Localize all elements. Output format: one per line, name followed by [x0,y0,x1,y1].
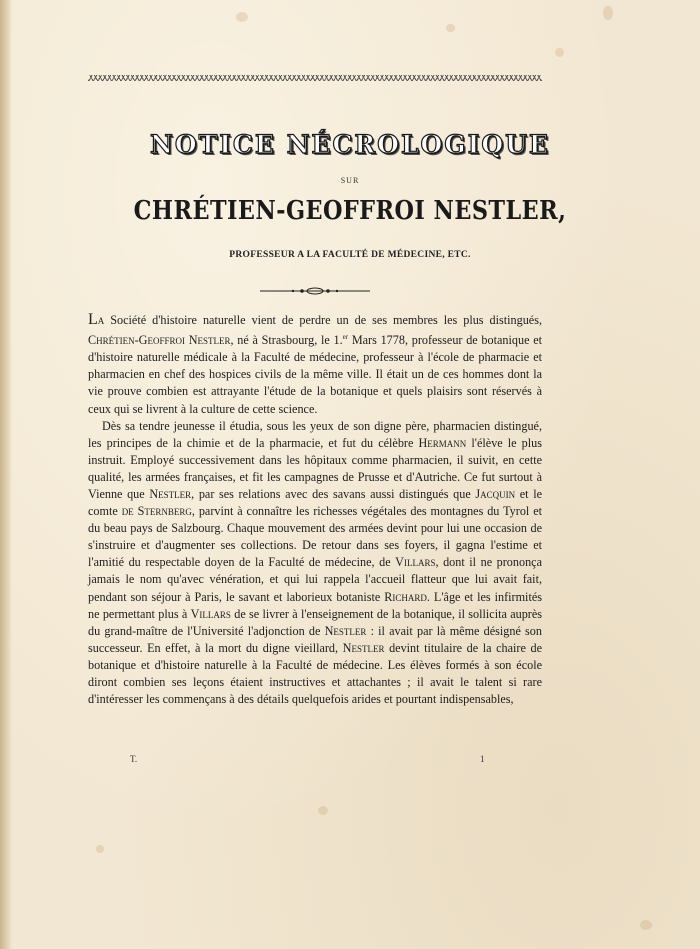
paragraph-2: Dès sa tendre jeunesse il étudia, sous les yeux de son digne père, pharmacien distingué, les principes de la chimie et de la pharmacie, et fut du célèbre Hermann l'élève le plus instruit. Employé successivement dans les hôpitaux comme pharmacien, il suivit, en cette qualité, les armées françaises, et fit les campagnes de Prusse et d'Autriche. Ce fut surtout à Vienne que Nestler, par ses relations avec des savans aussi distingués que Jacquin et le comte de Sternberg, parvint à connaître les richesses végétales des montagnes du Tyrol et du beau pays de Salzbourg. Chaque mouvement des armées devint pour lui une occasion de s'instruire et d'augmenter ses collections. De retour dans ses foyers, il gagna l'estime et l'amitié du respectable doyen de la Faculté de médecine, de Villars, dont il ne prononça jamais le nom qu'avec vénération, et qui lui rappela l'accueil flatteur que lui avait fait, pendant son séjour à Paris, le savant et laborieux botaniste Richard. L'âge et les infirmités ne permettant plus à Villars de se livrer à l'enseignement de la botanique, il sollicita auprès du grand-maître de l'Université l'adjonction de Nestler : il avait par là même désigné son successeur. En effet, à la mort du digne vieillard, Nestler devint titulaire de la chaire de botanique et d'histoire naturelle à la Faculté de médecine. Les élèves formés à son école diront combien ses leçons étaient instructives et attachantes ; il avait le talent si rare d'intéresser les commençans à des détails quelquefois arides et pourtant indispensables, [88,418,543,707]
person-name: de Sternberg [121,504,192,519]
body-text [88,312,542,708]
paper-stain [446,24,455,32]
person-name: Villars [190,606,231,621]
top-ornamental-rule [88,75,542,81]
person-name: Richard [384,589,427,604]
ornamental-divider-icon [258,286,372,296]
paragraph-1: La Société d'histoire naturelle vient de perdre un de ses membres les plus distingués, Chrétien-Geoffroi Nestler, né à Strasbourg, le 1.$^{er}$ Mars 1778, professeur de botanique et d'histoire naturelle médicale à la Faculté de médecine, professeur à l'école de pharmacie et pharmacien en chef des hospices civils de la même ville. Il était un de ces hommes dont la vie prouve combien est attrayante l'étude de la botanique et quels plaisirs sont réservés à ceux qui se livrent à la culture de cette science. [88,311,542,416]
person-name: Nestler [342,640,385,655]
subject-subtitle: PROFESSEUR A LA FACULTÉ DE MÉDECINE, ETC. [229,250,471,260]
paper-stain [555,48,564,57]
title-connector: SUR [340,176,360,185]
printer-signature-mark: T. [130,754,138,764]
paper-stain [603,6,613,20]
person-name: Chrétien-Geoffroi Nestler [88,333,231,348]
gathering-number: 1 [480,754,485,764]
person-name: Hermann [418,435,467,450]
paper-stain [236,12,248,22]
drop-capital: L [88,311,98,328]
paper-stain [96,845,104,853]
person-name: Nestler [149,487,192,501]
person-name: Villars [395,555,436,570]
person-name: Jacquin [475,487,516,501]
paper-stain [640,920,652,930]
page-title: NOTICE NÉCROLOGIQUE [150,130,550,159]
subject-name: CHRÉTIEN-GEOFFROI NESTLER, [133,196,567,226]
person-name: Nestler [324,623,367,638]
paper-stain [318,806,328,815]
